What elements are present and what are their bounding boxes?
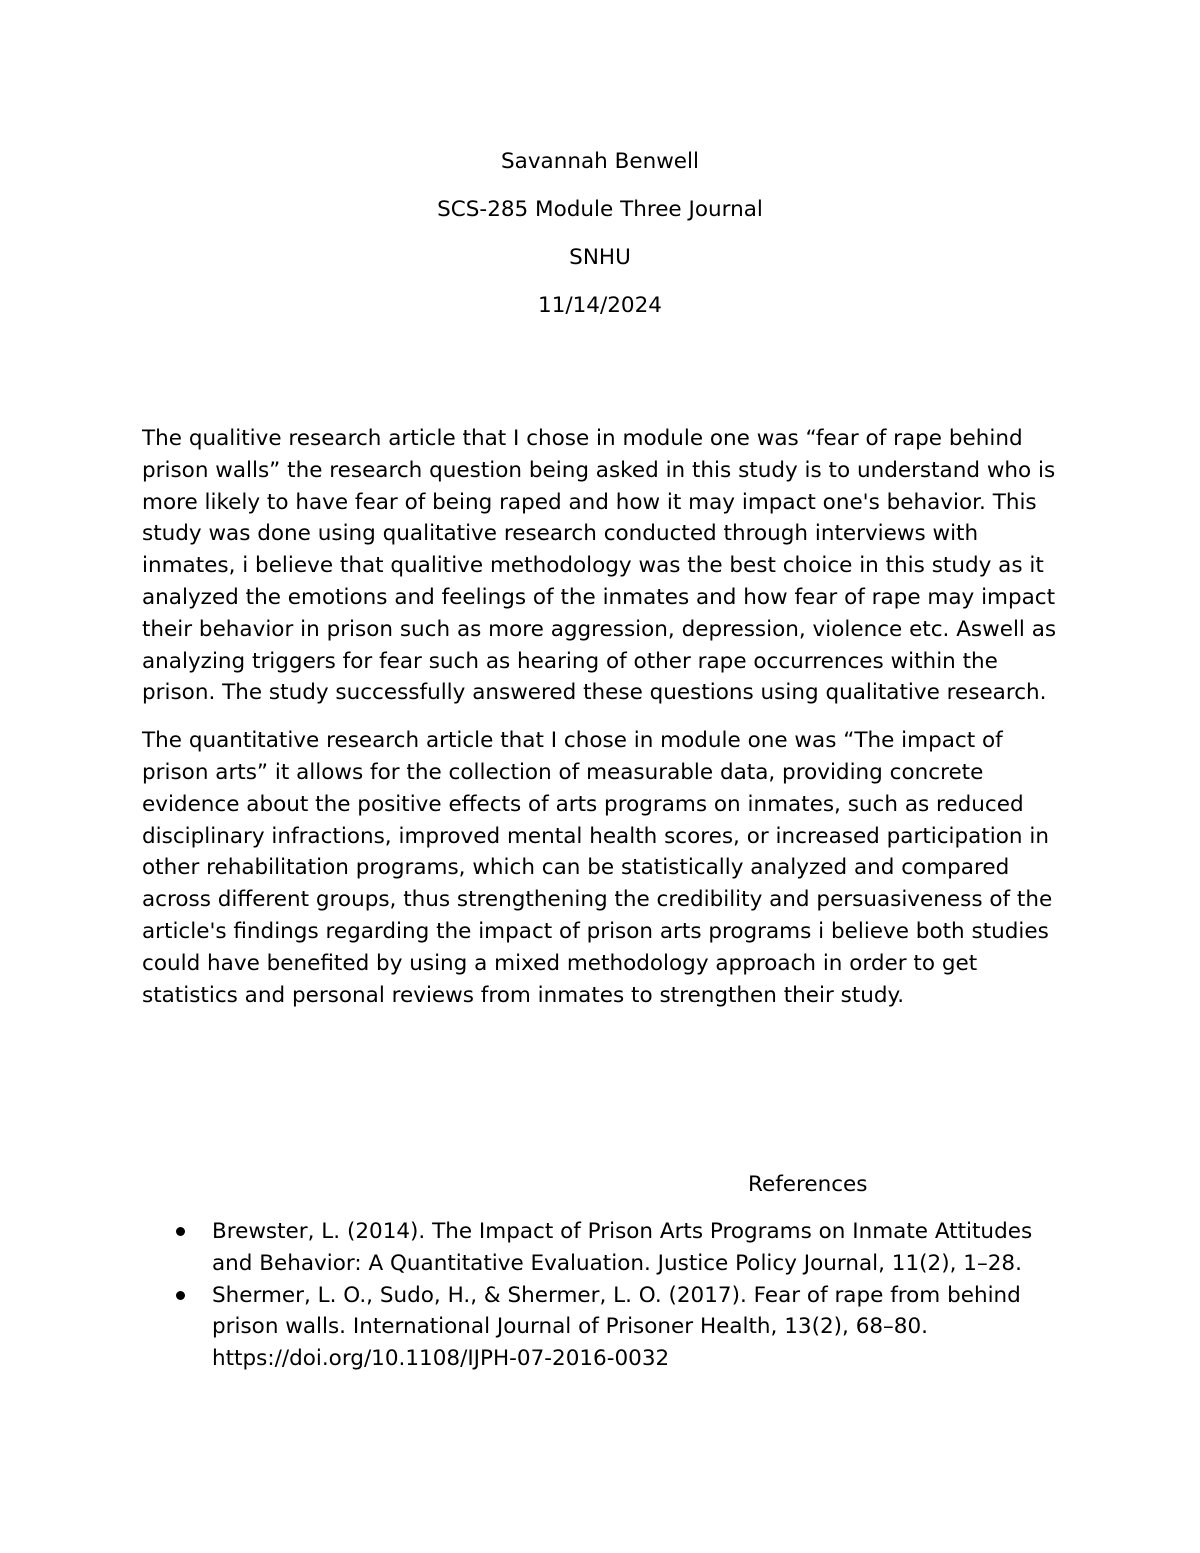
document-date: 11/14/2024 (538, 293, 662, 318)
institution-name: SNHU (569, 245, 631, 270)
reference-text: Brewster, L. (2014). The Impact of Prison Arts Programs on Inmate Attitudes and Behavior: A Quantitative Evaluation. Justice Policy Journal, 11(2), 1–28. (212, 1219, 1033, 1276)
title-block (0, 138, 1200, 330)
course-title: SCS-285 Module Three Journal (437, 197, 763, 222)
paragraph-qualitative: The qualitive research article that I chose in module one was “fear of rape behind prison walls” the research question being asked in this study is to understand who is more likely to have fear of being raped and how it may impact one's behavior. This study was done using qualitative research conducted through interviews with inmates, i believe that qualitive methodology was the best choice in this study as it analyzed the emotions and feelings of the inmates and how fear of rape may impact their behavior in prison such as more aggression, depression, violence etc. Aswell as analyzing triggers for fear such as hearing of other rape occurrences within the prison. The study successfully answered these questions using qualitative research. (142, 426, 1057, 706)
reference-item (142, 1280, 1042, 1375)
references-heading: References (748, 1172, 868, 1197)
reference-text: Shermer, L. O., Sudo, H., & Shermer, L. O. (2017). Fear of rape from behind prison walls. International Journal of Prisoner Health, 13(2), 68–80. https://doi.org/10.1108/IJPH-07-2016-0032 (212, 1282, 1021, 1372)
author-name: Savannah Benwell (501, 149, 699, 174)
references-list (142, 1216, 1042, 1375)
bullet-icon (176, 1291, 185, 1300)
paragraph-quantitative: The quantitative research article that I chose in module one was “The impact of prison arts” it allows for the collection of measurable data, providing concrete evidence about the positive effects of arts programs on inmates, such as reduced disciplinary infractions, improved mental health scores, or increased participation in other rehabilitation programs, which can be statistically analyzed and compared across different groups, thus strengthening the credibility and persuasiveness of the article's findings regarding the impact of prison arts programs i believe both studies could have benefited by using a mixed methodology approach in order to get statistics and personal reviews from inmates to strengthen their study. (142, 728, 1053, 1008)
bullet-icon (176, 1227, 185, 1236)
reference-item (142, 1216, 1042, 1280)
body-text (142, 423, 1072, 1011)
